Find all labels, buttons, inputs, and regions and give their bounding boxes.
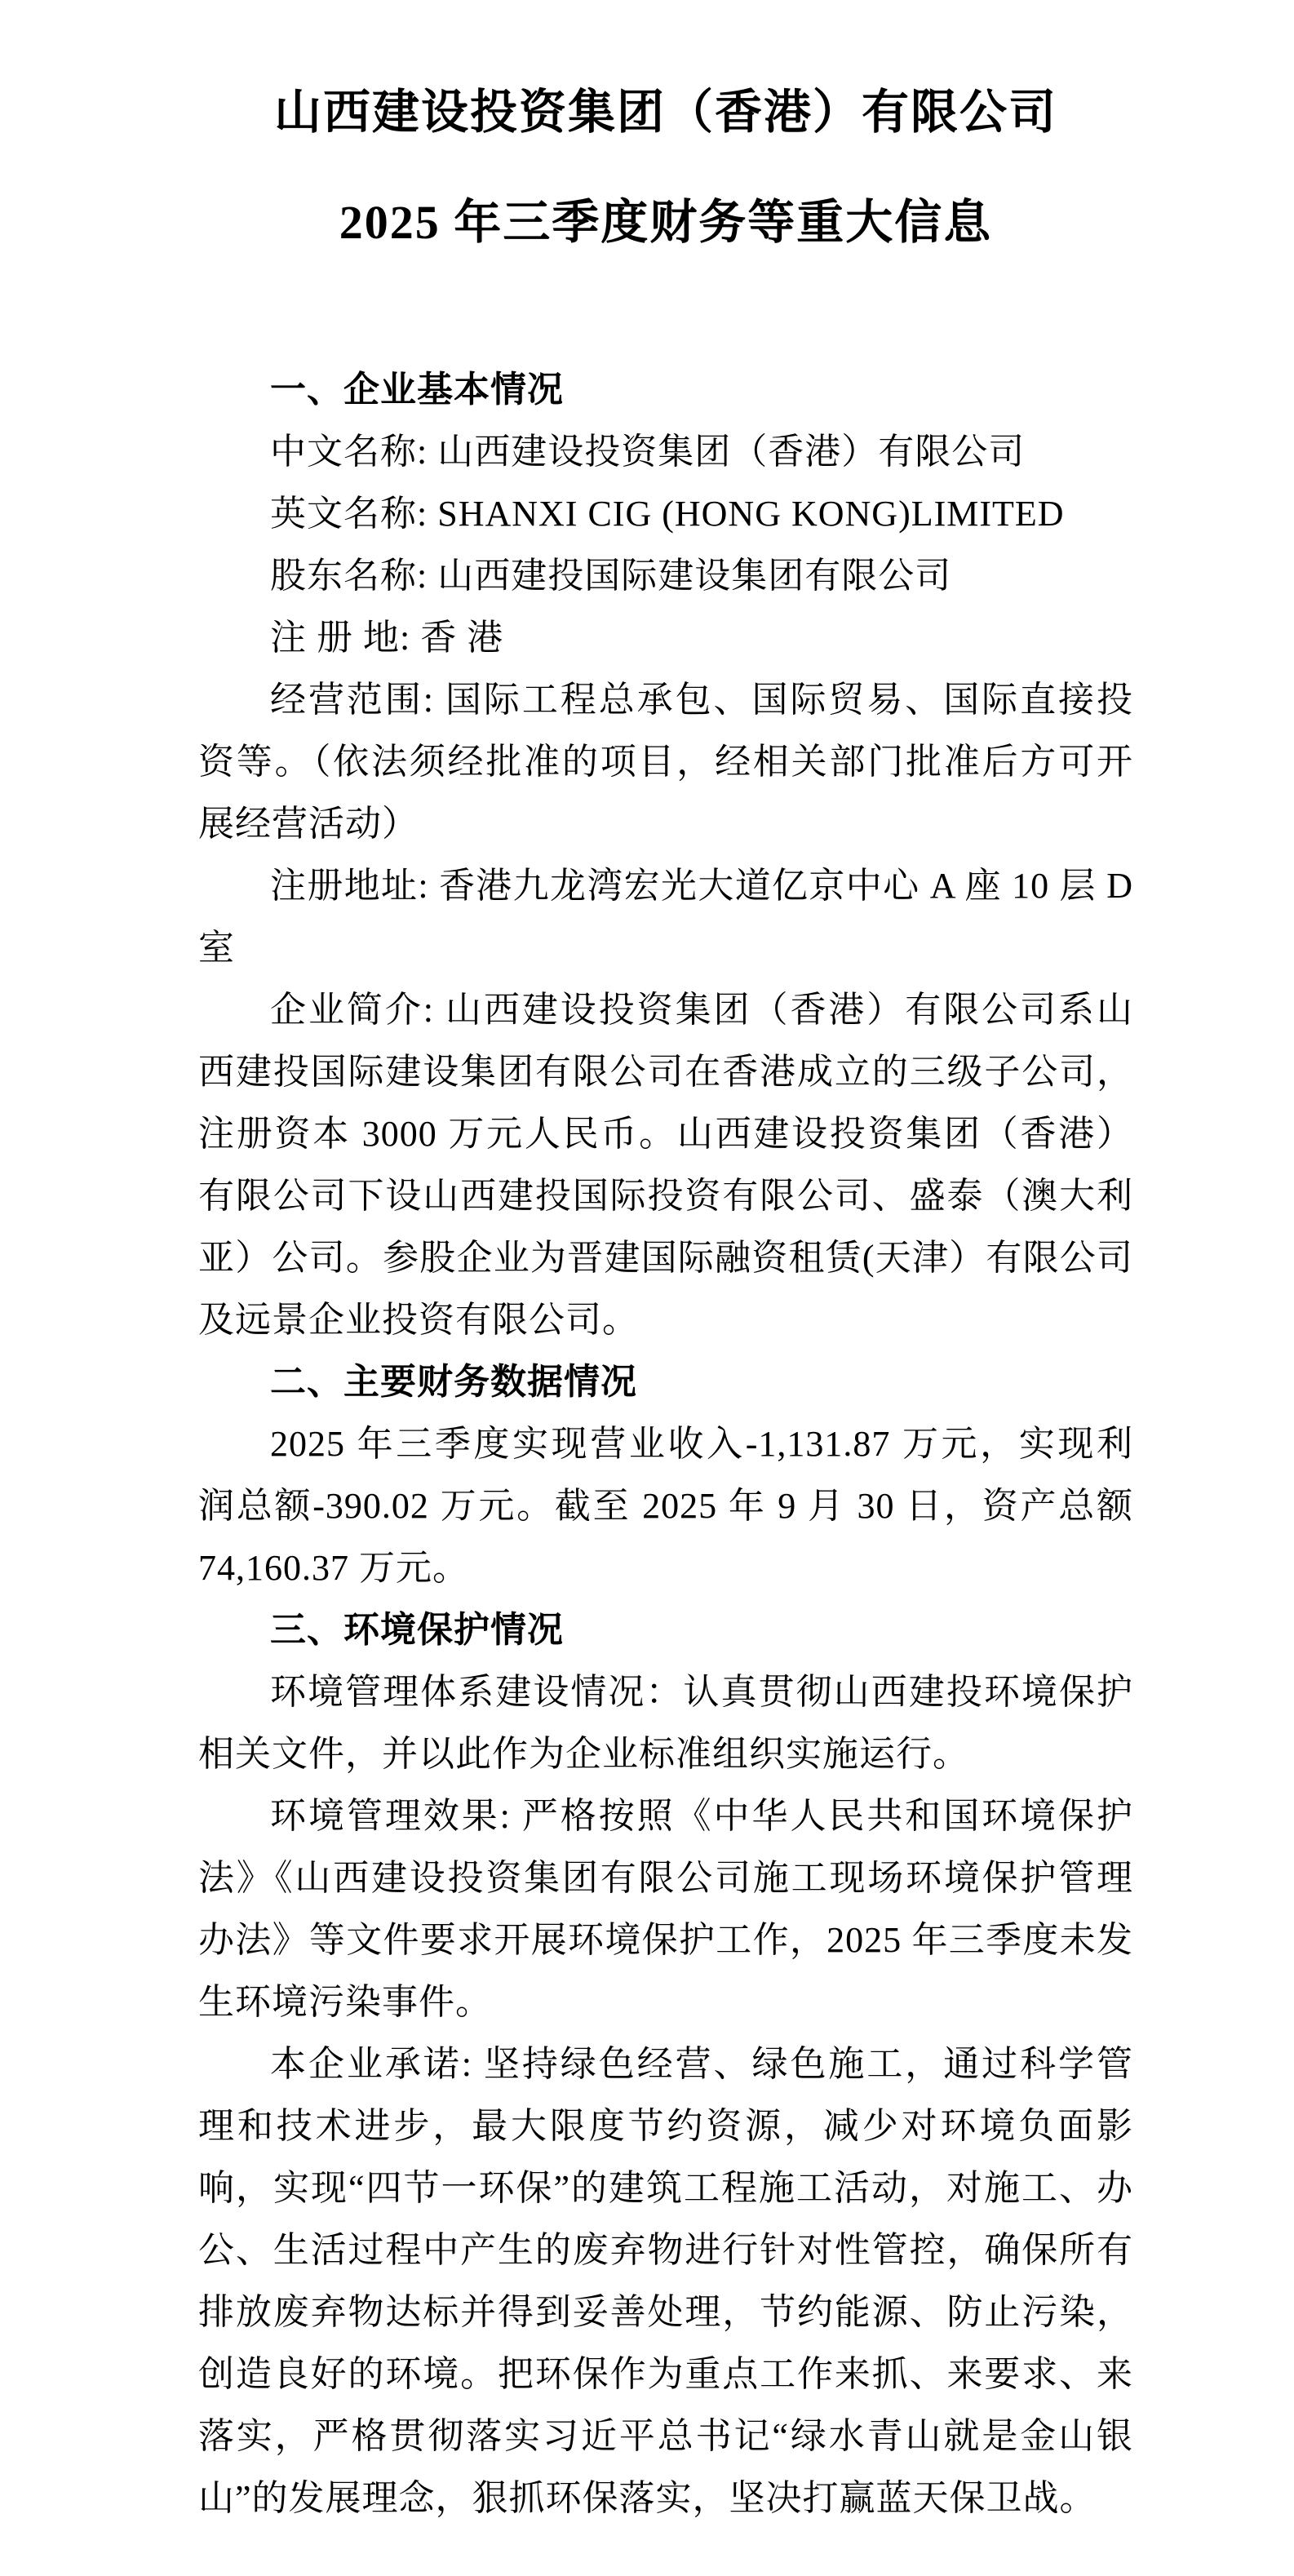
paragraph-env-commitment: 本企业承诺: 坚持绿色经营、绿色施工，通过科学管理和技术进步，最大限度节约资源，减少对环境负面影响，实现“四节一环保”的建筑工程施工活动，对施工、办公、生活过程中产生的废弃物进行针对性管控，确保所有排放废弃物达标并得到妥善处理，节约能源、防止污染，创造良好的环境。把环保作为重点工作来抓、来要求、来落实，严格贯彻落实习近平总书记“绿水青山就是金山银山”的发展理念，狠抓环保落实，坚决打赢蓝天保卫战。 [198,2044,1133,2518]
paragraph-registered-place: 注 册 地: 香 港 [270,618,504,658]
section-environment [198,1599,1133,2529]
document-title [198,57,1133,277]
paragraph-shareholder-name: 股东名称: 山西建投国际建设集团有限公司 [270,556,952,596]
paragraph-financial-summary: 2025 年三季度实现营业收入-1,131.87 万元，实现利润总额-390.02 万元。截至 2025 年 9 月 30 日，资产总额 74,160.37 万元。 [198,1424,1133,1588]
section-financial-data [198,1351,1133,1599]
paragraph-chinese-name: 中文名称: 山西建设投资集团（香港）有限公司 [270,432,1026,472]
document-body [198,359,1133,2529]
paragraph-company-profile: 企业简介: 山西建设投资集团（香港）有限公司系山西建投国际建设集团有限公司在香港成立的三级子公司，注册资本 3000 万元人民币。山西建设投资集团（香港）有限公司下设山西建投国际投资有限公司、盛泰（澳大利亚）公司。参股企业为晋建国际融资租赁(天津）有限公司及远景企业投资有限公司。 [198,990,1133,1340]
paragraph-english-name: 英文名称: SHANXI CIG (HONG KONG)LIMITED [270,494,1065,534]
section-heading-basic-info: 一、企业基本情况 [270,370,564,410]
document-title-line-1: 山西建设投资集团（香港）有限公司 [273,86,1057,139]
section-heading-environment: 三、环境保护情况 [270,1610,564,1650]
section-basic-info [198,359,1133,1351]
paragraph-env-management-effect: 环境管理效果: 严格按照《中华人民共和国环境保护法》《山西建设投资集团有限公司施工现场环境保护管理办法》等文件要求开展环境保护工作，2025 年三季度未发生环境污染事件。 [198,1796,1133,2022]
paragraph-registered-address: 注册地址: 香港九龙湾宏光大道亿京中心 A 座 10 层 D 室 [198,866,1133,968]
section-heading-financial-data: 二、主要财务数据情况 [270,1362,637,1402]
document-title-line-2: 2025 年三季度财务等重大信息 [339,196,993,249]
paragraph-env-management-system: 环境管理体系建设情况：认真贯彻山西建投环境保护相关文件，并以此作为企业标准组织实施运行。 [198,1672,1133,1774]
paragraph-business-scope: 经营范围: 国际工程总承包、国际贸易、国际直接投资等。（依法须经批准的项目，经相关部门批准后方可开展经营活动） [198,680,1133,844]
